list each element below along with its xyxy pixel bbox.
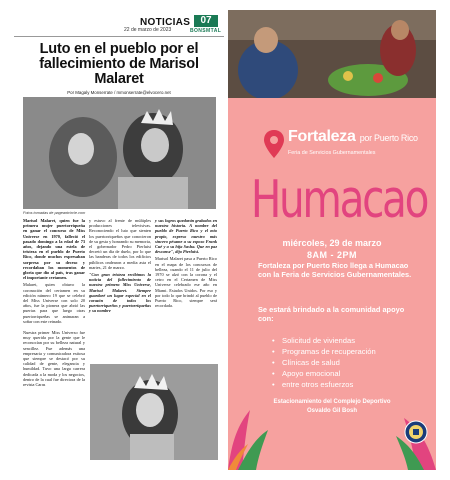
ad-date: miércoles, 29 de marzo <box>282 238 382 248</box>
article-column-1 <box>23 218 85 326</box>
ad-brand-subtitle: Feria de Servicios Gubernamentales <box>288 150 376 156</box>
ad-city-title: Humacao <box>250 170 428 230</box>
services-list <box>272 335 412 390</box>
government-seal-icon <box>404 420 428 444</box>
list-item: • Programas de recuperación <box>272 346 412 357</box>
article-photo-crowning <box>23 97 216 209</box>
location-pin-icon <box>264 130 284 158</box>
article-quote: "Con gran tristeza recibimos la noticia del fallecimiento de nuestra primera Miss Universe, Marisol Malaret. Siempre guardaré un lugar especial en el corazón de todos los puertorriqueños y puertorriqueñas y su nombre <box>89 272 151 314</box>
article-photo-portrait <box>90 364 218 460</box>
list-item: • Apoyo emocional <box>272 368 412 379</box>
article-column-1-continued <box>23 330 85 389</box>
ad-subheading: Se estará brindado a la comunidad apoyo con: <box>258 305 405 323</box>
ad-brand-suffix: por Puerto Rico <box>359 133 418 143</box>
article-column-3 <box>155 218 217 310</box>
article-paragraph: Nuestra primer Miss Universo fue muy querida por la gente que le reconocían por su belleza natural y sencillez. Fue además una empresaria y comunicadora exitosa que siempre se destacó por su calidad de gente, elegancia y humildad. Tuvo una larga carrera dedicada a la moda y los negocios, dentro de la cual fue directora de la revista Caras <box>23 330 85 388</box>
article-paragraph: Malaret, quien obtuvo la coronación del certamen en su edición número 19 que se celebró del Miss Universe con solo 20 años, fue la pionera que abrió las puertas para que luego otras puertorriqueñas se animaran a soñar con este reinado. <box>23 282 85 324</box>
list-item: • Clínicas de salud <box>272 357 412 368</box>
ad-photo-community <box>228 10 436 98</box>
ad-brand <box>288 128 418 146</box>
ad-lead-text: Fortaleza por Puerto Rico llega a Humacao con la Feria de Servicios Gubernamentales. <box>258 261 412 279</box>
article-quote-end: y sus logros quedarán grabados en nuestra historia. A nombre del pueblo de Puerto Rico y el mío propio, expreso nuestro más sincero pésame a su esposo Frank Cué y a su hija Sasha. Que en paz descanse", dijo Pierluisi. <box>155 218 217 255</box>
article <box>14 42 224 472</box>
issue-date: 22 de marzo de 2023 <box>124 27 172 33</box>
page-number: 07 <box>194 15 218 27</box>
article-paragraph: Marisol Malaret, quien fue la primera mujer puertorriqueña en ganar el concurso de Miss Universe en 1970, falleció el pasado domingo a la edad de 73 años, dejando una estela de tristeza en el pueblo de Puerto Rico, donde muchos expresaban sorpresa por su deceso y recordaban los momentos de gloria que dio al país, tras ganar el importante certamen. <box>23 218 85 281</box>
ad-location-name: Osvaldo Gil Bosh <box>306 408 357 414</box>
article-column-2 <box>89 218 151 316</box>
article-paragraph: y estuvo al frente de múltiples producciones televisivas. Reconociendo el luto que sienten los puertorriqueños que conocieron de su gesta y honrando su memoria, el gobernador Pedro Pierluisi decretó un día de duelo, por lo que las banderas de todos los edificios públicos ondearon a media asta el martes, 21 de marzo. <box>89 218 151 270</box>
article-byline: Por Magaly Monserrate / mmonserrate@elvocero.net <box>67 90 171 95</box>
list-item: • entre otros esfuerzos <box>272 379 412 390</box>
header-divider <box>14 36 224 37</box>
brand-logo: BONSMTAL <box>190 28 222 34</box>
article-paragraph: Marisol Malaret pasa a Puerto Rico en el mapa de los concursos de belleza, cuando el 11 de julio del 1970 se alzó con la corona y el cetro en el Certamen de Miss Universe celebrado ese año en Miami. Estados Unidos. Por eso y por todo lo que brindó al pueblo de Puerto Rico, siempre será recordada. <box>155 256 217 309</box>
advertisement <box>228 10 436 470</box>
article-title: Luto en el pueblo por el fallecimiento de Marisol Malaret <box>39 41 199 87</box>
ad-location: Estacionamiento del Complejo Deportivo <box>273 399 391 405</box>
ad-brand-name: Fortaleza <box>288 128 356 145</box>
section-name: NOTICIAS <box>140 17 191 28</box>
photo-caption: Fotos tomadas de pageantcircle.com <box>23 211 86 215</box>
list-item: • Solicitud de viviendas <box>272 335 412 346</box>
ad-time: 8AM - 2PM <box>306 250 357 260</box>
